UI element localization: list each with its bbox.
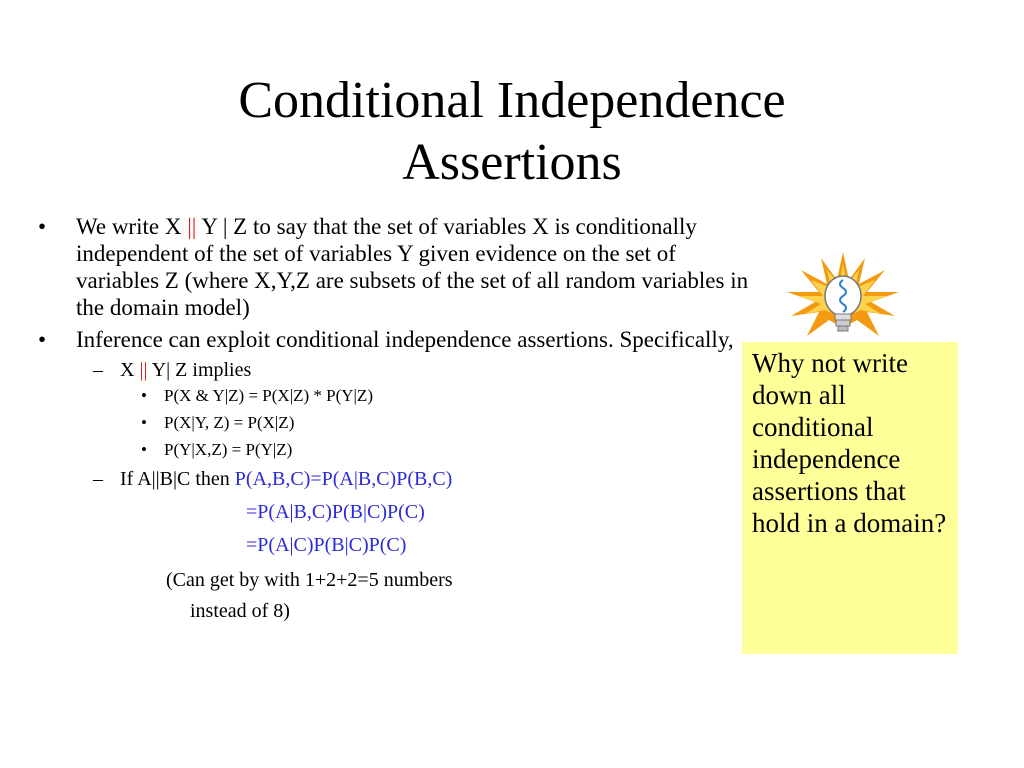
formula-item — [38, 386, 758, 406]
bulb-glass — [825, 276, 861, 331]
bullet-marker: • — [38, 327, 47, 352]
bullet-marker: • — [38, 214, 47, 239]
bullet-marker: • — [141, 386, 147, 405]
formula-line-3: =P(A|C)P(B|C)P(C) — [246, 534, 407, 556]
question-note-box — [742, 342, 958, 654]
sub-text-prefix: X — [120, 359, 140, 381]
formula-line-2: =P(A|B,C)P(B|C)P(C) — [246, 501, 425, 523]
bullet-inference — [38, 326, 758, 353]
sub-bullet-implies — [38, 358, 758, 382]
dash-marker: – — [93, 468, 103, 490]
sub-text-prefix: If A||B|C then — [120, 468, 235, 490]
bullet-text-prefix: We write X — [76, 214, 188, 239]
bullet-text: Inference can exploit conditional independence assertions. Specifically, — [76, 327, 734, 352]
slide-title — [112, 70, 912, 194]
lightbulb-icon — [783, 250, 903, 350]
independence-symbol: || — [187, 214, 197, 239]
bullet-marker: • — [141, 440, 147, 459]
formula-text: P(X & Y|Z) = P(X|Z) * P(Y|Z) — [164, 386, 373, 405]
formula-item — [38, 413, 758, 433]
independence-symbol: || — [139, 359, 148, 381]
question-note-text: Why not write down all conditional independence assertions that hold in a domain? — [752, 348, 947, 538]
formula-text: P(X|Y, Z) = P(X|Z) — [164, 413, 295, 432]
formula-line-1: P(A,B,C)=P(A|B,C)P(B,C) — [234, 468, 453, 490]
slide-content — [38, 213, 758, 623]
numbers-note-line-1: (Can get by with 1+2+2=5 numbers — [166, 569, 453, 591]
title-line-1: Conditional Independence — [238, 72, 786, 129]
bullet-write-notation — [38, 213, 758, 321]
numbers-note-line-2: instead of 8) — [190, 600, 290, 622]
formula-text: P(Y|X,Z) = P(Y|Z) — [164, 440, 293, 459]
dash-marker: – — [93, 359, 103, 381]
sub-bullet-chain-rule — [38, 467, 758, 491]
bullet-marker: • — [141, 413, 147, 432]
title-line-2: Assertions — [402, 134, 622, 191]
formula-item — [38, 440, 758, 460]
sub-text-suffix: Y| Z implies — [147, 359, 252, 381]
bullet-text-suffix: Y | Z to say that the set of variables X is conditionally independent of the set of variables Y given evidence on the set of variables Z (where X,Y,Z are subsets of the set of all random variables in the domain model) — [76, 214, 749, 320]
